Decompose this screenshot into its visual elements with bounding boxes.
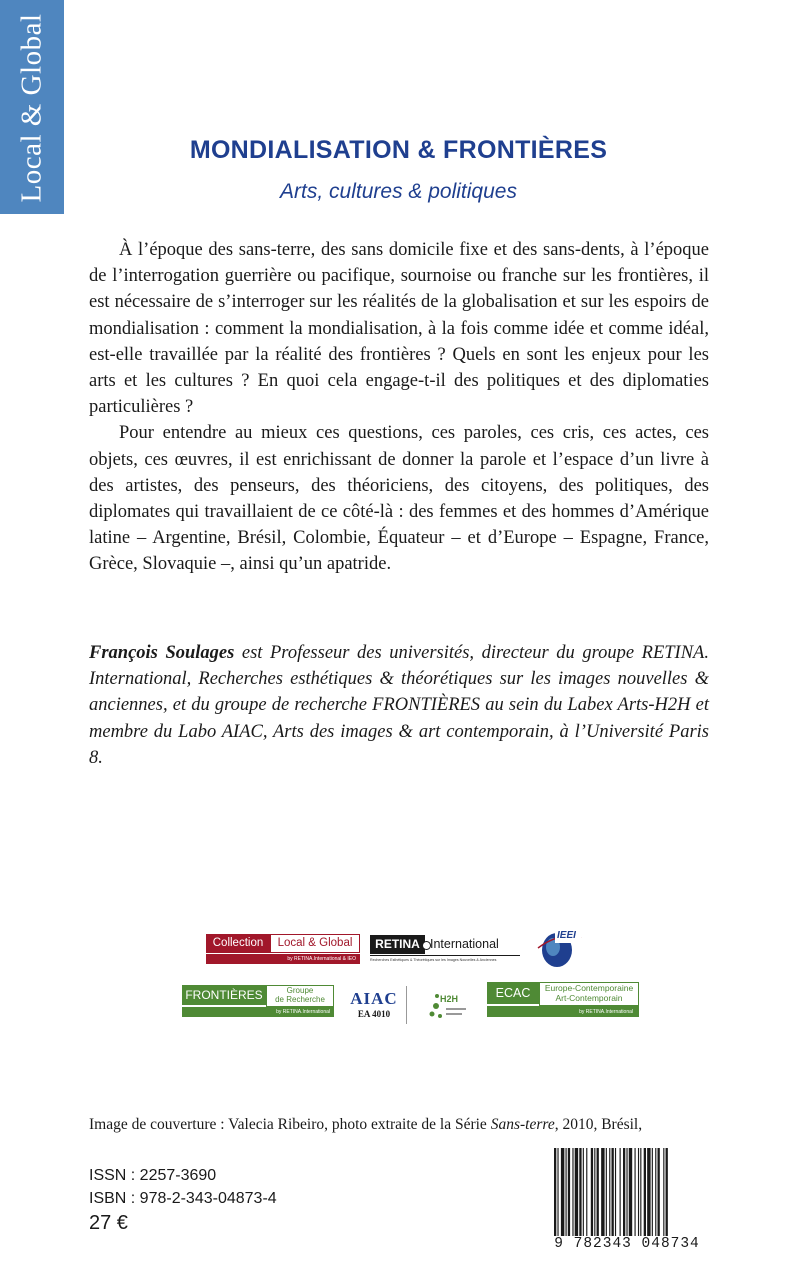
issn-number: ISSN : 2257-3690 bbox=[89, 1167, 217, 1184]
logo-divider bbox=[406, 986, 407, 1024]
ecac-logo-left: ECAC bbox=[487, 982, 539, 1004]
publication-codes bbox=[89, 1164, 277, 1210]
barcode-bar bbox=[597, 1148, 599, 1238]
retina-logo-right: International bbox=[430, 937, 499, 951]
series-title: Sans-terre bbox=[490, 1116, 555, 1133]
h2h-logo bbox=[426, 986, 470, 1024]
barcode-bar bbox=[579, 1148, 581, 1238]
author-name: François Soulages bbox=[89, 643, 235, 663]
barcode-bar bbox=[666, 1148, 668, 1238]
ieei-logo-label: IEEI bbox=[557, 930, 576, 941]
h2h-emblem-icon bbox=[426, 986, 470, 1024]
barcode-bar bbox=[554, 1148, 556, 1238]
barcode-digits: 9 782343 048734 bbox=[546, 1236, 708, 1252]
collection-tab-label: Local & Global bbox=[15, 13, 48, 203]
barcode-bar bbox=[583, 1148, 584, 1238]
barcode-bar bbox=[647, 1148, 650, 1238]
barcode-bar bbox=[568, 1148, 570, 1238]
barcode-bar bbox=[655, 1148, 656, 1238]
barcode-bar bbox=[620, 1148, 621, 1238]
frontieres-logo-left: FRONTIÈRES bbox=[182, 985, 266, 1005]
h2h-logo-label: H2H bbox=[440, 994, 459, 1004]
book-subtitle: Arts, cultures & politiques bbox=[280, 180, 517, 203]
retina-logo-tagline: Recherches Esthétiques & Théorétiques sur les Images Nouvelles & Anciennes bbox=[370, 958, 497, 962]
barcode-bar bbox=[626, 1148, 627, 1238]
collection-logo-left: Collection bbox=[206, 934, 270, 953]
ieei-logo bbox=[535, 926, 583, 970]
barcode-bar bbox=[594, 1148, 595, 1238]
barcode-bar bbox=[623, 1148, 625, 1238]
barcode-bar bbox=[591, 1148, 593, 1238]
retina-logo bbox=[370, 935, 530, 965]
barcode-bar bbox=[609, 1148, 610, 1238]
barcode-bar bbox=[586, 1148, 587, 1238]
author-bio bbox=[89, 640, 709, 771]
price: 27 € bbox=[89, 1212, 128, 1234]
barcode-bar bbox=[561, 1148, 564, 1238]
back-cover-blurb bbox=[89, 237, 709, 578]
aiac-logo bbox=[346, 989, 404, 1023]
blurb-paragraph: Pour entendre au mieux ces questions, ces paroles, ces cris, ces actes, ces objets, ces œuvres, il est enrichissant de donner la parole et l’espace d’un livre à des artistes, des penseurs, des théoriciens, des citoyens, des politiques, des diplomates qui travaillaient de ce côté-là : des femmes et des hommes d’Amérique latine – Argentine, Brésil, Colombie, Équateur – et d’Europe – Espagne, France, Grèce, Slovaquie –, ainsi qu’un apatride. bbox=[89, 423, 709, 575]
barcode-bar bbox=[575, 1148, 578, 1238]
aiac-logo-name: AIAC bbox=[350, 989, 398, 1008]
barcode-bar bbox=[652, 1148, 653, 1238]
frontieres-logo-tagline: by RETINA.International bbox=[276, 1009, 330, 1015]
barcode-bar bbox=[557, 1148, 558, 1238]
barcode-bar bbox=[644, 1148, 646, 1238]
barcode-bar bbox=[572, 1148, 573, 1238]
isbn-number: ISBN : 978-2-343-04873-4 bbox=[89, 1190, 277, 1207]
barcode-bar bbox=[629, 1148, 632, 1238]
frontieres-logo-right: Groupe de Recherche bbox=[266, 985, 334, 1007]
barcode-bar bbox=[638, 1148, 639, 1238]
cover-image-credit: Image de couverture : Valecia Ribeiro, photo extraite de la Série Sans-terre, 2010, Brésil, bbox=[89, 1116, 643, 1133]
barcode-bar bbox=[566, 1148, 567, 1238]
retina-logo-rule bbox=[370, 955, 520, 956]
barcode-bar bbox=[663, 1148, 664, 1238]
isbn-barcode bbox=[546, 1148, 708, 1252]
ecac-logo-tagline: by RETINA.International bbox=[579, 1009, 633, 1015]
barcode-bar bbox=[606, 1148, 607, 1238]
author-bio-text: est Professeur des universités, directeur du groupe RETINA. International, Recherches esthétiques & théorétiques sur les images nouvelles & anciennes, et du groupe de recherche FRONTIÈRES au sein du Labex Arts-H2H et membre du Labo AIAC, Arts des images & art contemporain, à l’Université Paris 8. bbox=[89, 643, 709, 768]
collection-logo-right: Local & Global bbox=[270, 934, 360, 953]
barcode-icon bbox=[546, 1148, 708, 1244]
barcode-bar bbox=[658, 1148, 660, 1238]
aiac-logo-code: EA 4010 bbox=[357, 1009, 391, 1019]
collection-logo bbox=[206, 934, 360, 964]
retina-logo-left: RETINA bbox=[370, 935, 425, 954]
blurb-paragraph: À l’époque des sans-terre, des sans domicile fixe et des sans-dents, à l’époque de l’interrogation guerrière ou pacifique, sournoise ou franche sur les frontières, il est nécessaire de s’interroger sur les réalités de la globalisation et sur les espoirs de mondialisation : comment la mondialisation, à la fois comme idée et comme idéal, est-elle travaillée par la réalité des frontières ? Quels en sont les enjeux pour les arts et les cultures ? En quoi cela engage-t-il des politiques et des diplomaties particulières ? bbox=[89, 240, 709, 418]
barcode-bar bbox=[635, 1148, 636, 1238]
book-title: MONDIALISATION & FRONTIÈRES bbox=[189, 136, 608, 164]
frontieres-logo bbox=[182, 985, 336, 1017]
barcode-bar bbox=[612, 1148, 614, 1238]
barcode-bar bbox=[615, 1148, 616, 1238]
ecac-logo-right: Europe-Contemporaine Art-Contemporain bbox=[539, 982, 639, 1006]
barcode-bar bbox=[601, 1148, 604, 1238]
collection-logo-tagline: by RETINA.International & IEO bbox=[287, 956, 356, 962]
ecac-logo bbox=[487, 982, 641, 1018]
barcode-bar bbox=[640, 1148, 641, 1238]
